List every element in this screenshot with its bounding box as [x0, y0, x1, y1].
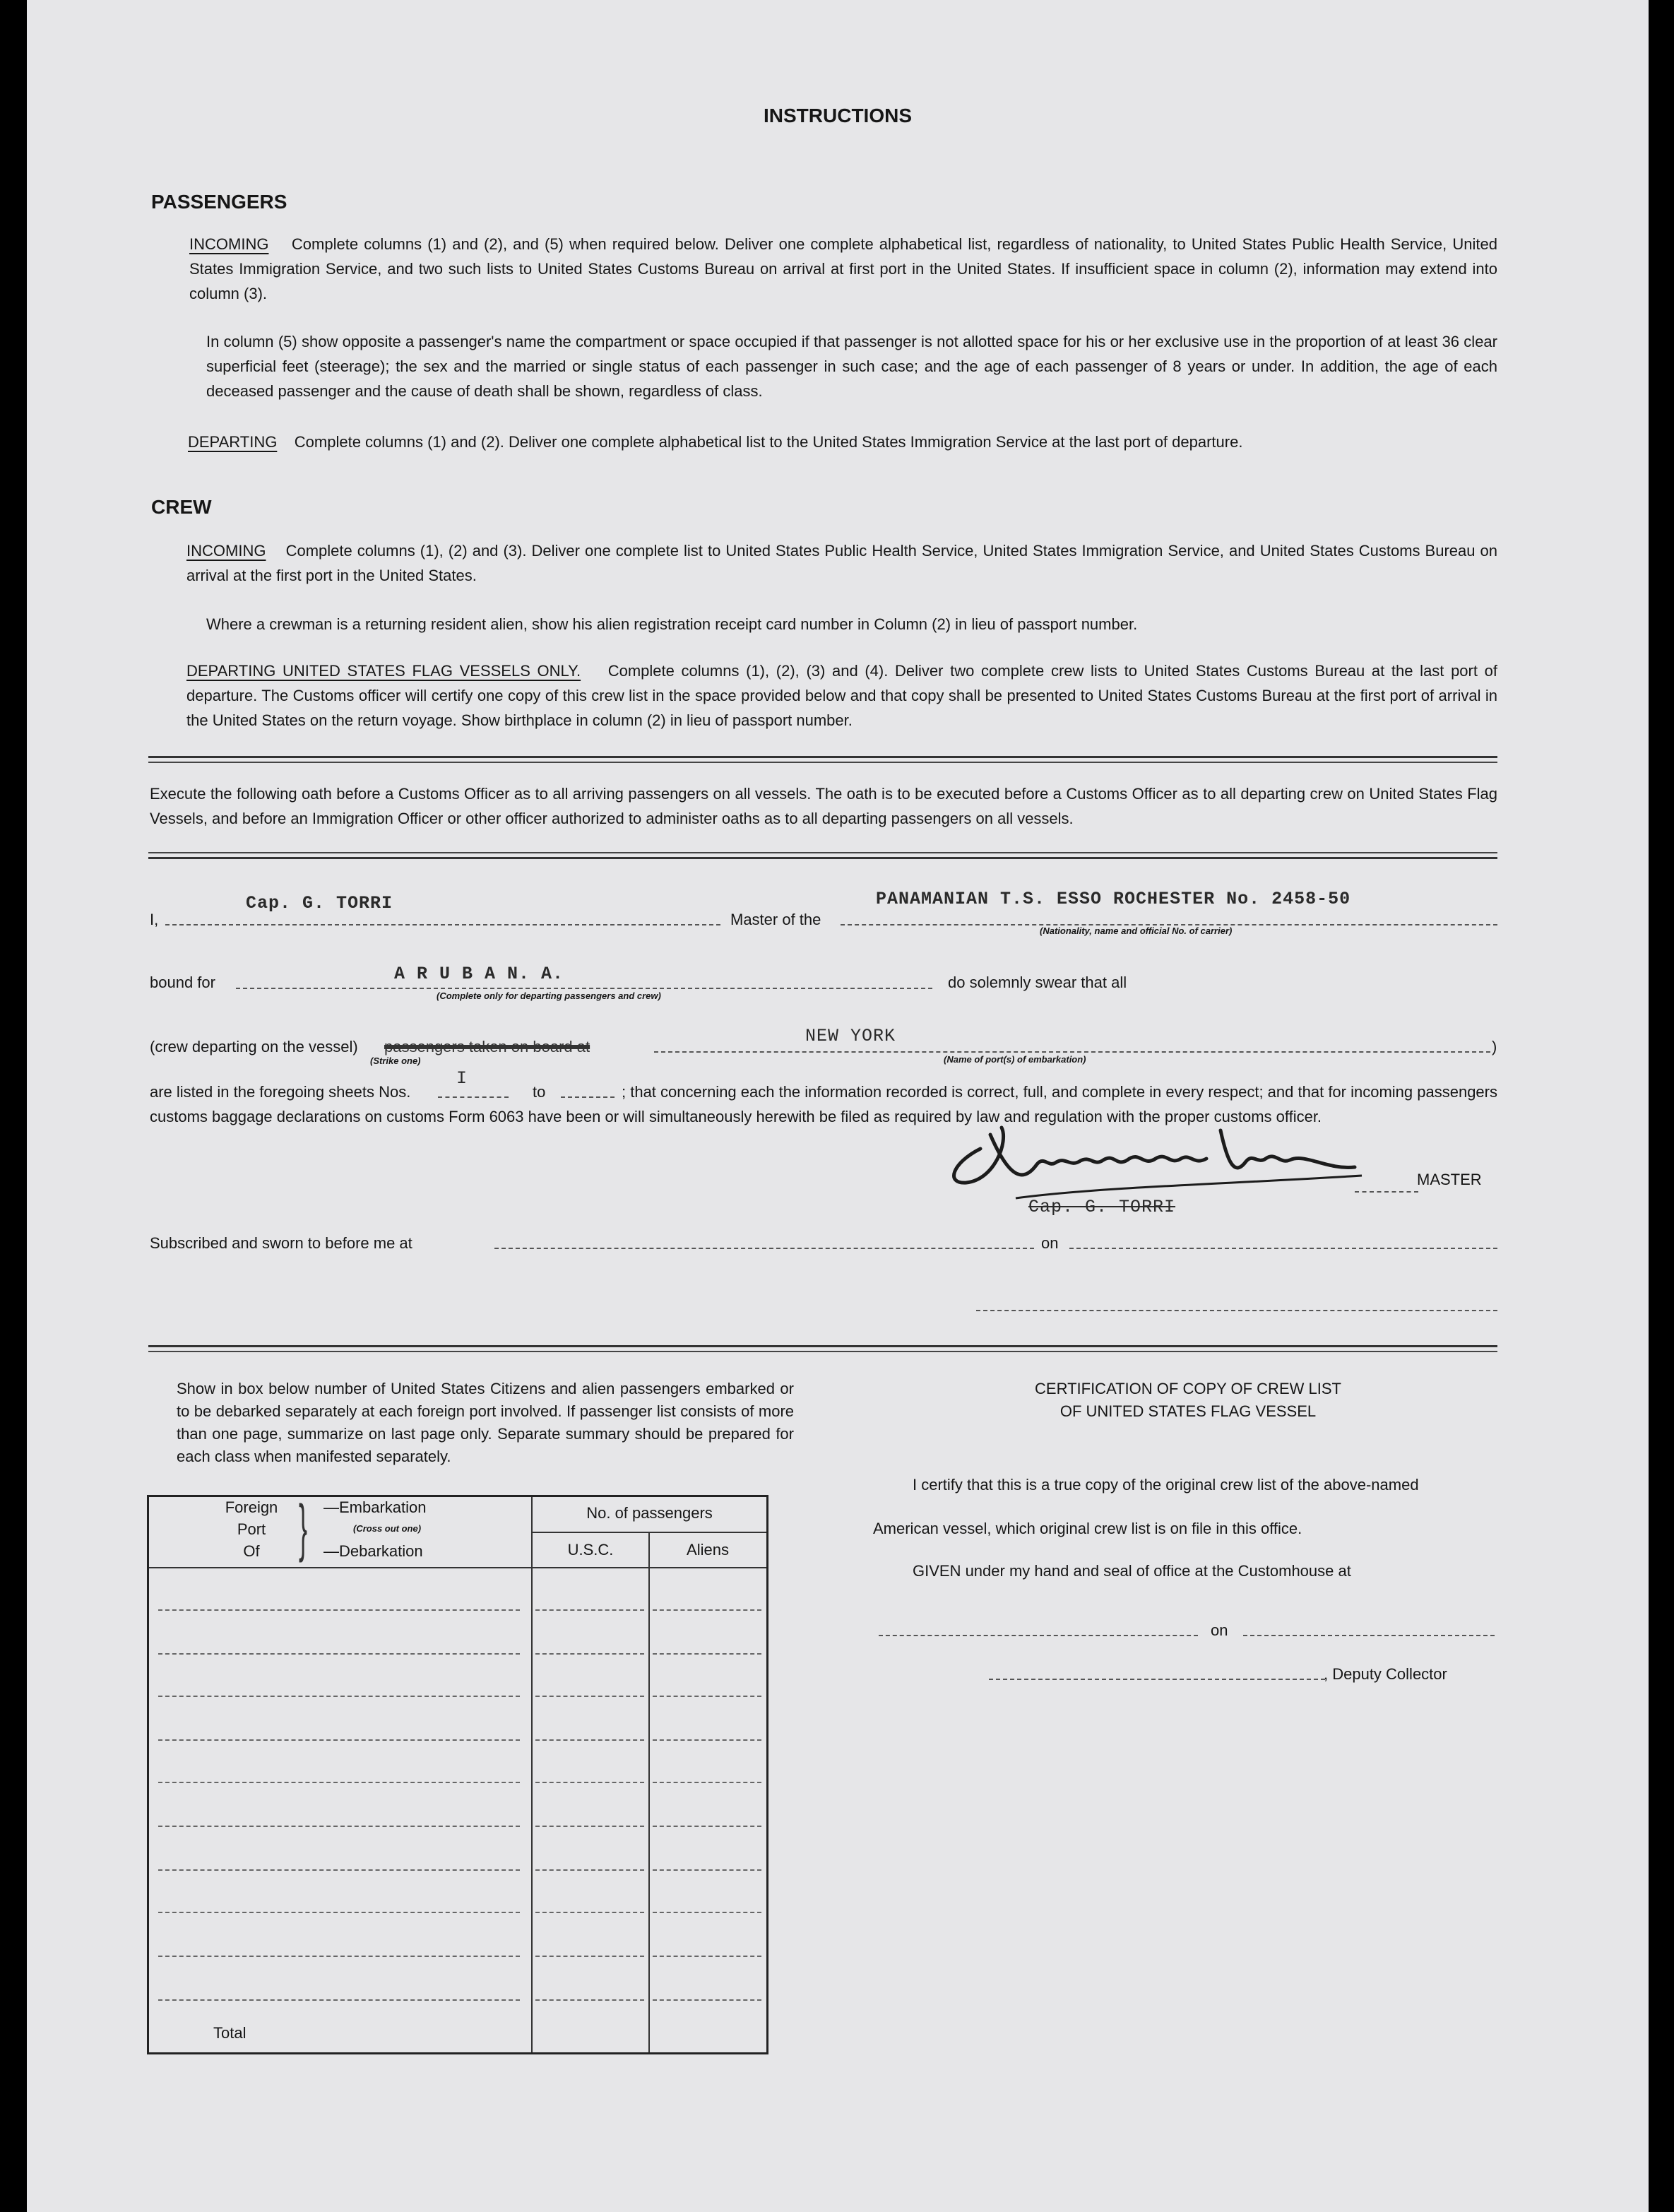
customhouse-line[interactable] [879, 1635, 1198, 1636]
table-row-line[interactable] [535, 1696, 644, 1697]
foreign-word: Foreign [225, 1498, 278, 1516]
to-label: to [533, 1083, 546, 1101]
table-row-line[interactable] [535, 1653, 644, 1655]
divider [148, 852, 1497, 853]
table-row-line[interactable] [535, 1826, 644, 1827]
deputy-collector-line[interactable] [989, 1679, 1325, 1680]
subscribed-place-line[interactable] [494, 1248, 1034, 1249]
table-row-line[interactable] [158, 1912, 520, 1913]
summary-instructions: Show in box below number of United States Citizens and alien passengers embarked or to be debarked separately at each foreign port involved. If passenger list consists of more than one page, summarize on last page only. Separate summary should be prepared for each class when manifested separately. [177, 1380, 794, 1465]
passengers-heading: PASSENGERS [151, 191, 287, 213]
struck-passengers-option: passengers taken on board at [384, 1038, 590, 1055]
table-row-line[interactable] [158, 1653, 520, 1655]
table-row-line[interactable] [158, 1999, 520, 2001]
crew-departing-paragraph [186, 658, 1497, 733]
crew-incoming-paragraph [186, 538, 1497, 588]
passengers-column5-paragraph: In column (5) show opposite a passenger's name the compartment or space occupied if that passenger is not allotted space for his or her exclusive use in the proportion of at least 36 clear superficial feet (steerage); the sex and the married or single status of each passenger in such case; and the age of each passenger of 8 years or under. In addition, the age of each deceased passenger and the cause of death shall be shown, regardless of class. [206, 333, 1497, 400]
port-line [654, 1051, 1490, 1053]
table-row-line[interactable] [535, 1869, 644, 1871]
table-row-line[interactable] [535, 1782, 644, 1783]
certification-line3: GIVEN under my hand and seal of office at the Customhouse at [913, 1562, 1351, 1580]
master-name-field[interactable]: Cap. G. TORRI [246, 893, 393, 913]
divider [148, 762, 1497, 763]
table-row-line[interactable] [653, 1653, 761, 1655]
table-row-line[interactable] [653, 1869, 761, 1871]
passengers-departing-paragraph [188, 430, 1497, 454]
master-name-line [165, 924, 720, 925]
table-row-line[interactable] [158, 1869, 520, 1871]
page-title: INSTRUCTIONS [764, 105, 912, 126]
crew-incoming-label: INCOMING [186, 542, 266, 560]
divider [148, 857, 1497, 859]
vessel-field[interactable]: PANAMANIAN T.S. ESSO ROCHESTER No. 2458-50 [876, 889, 1351, 909]
table-row-line[interactable] [535, 1912, 644, 1913]
no-of-passengers-header: No. of passengers [586, 1504, 713, 1522]
brace-icon: } [299, 1493, 308, 1563]
crew-incoming-text: Complete columns (1), (2) and (3). Deliver one complete list to United States Public Health Service, United States Immigration Service, and United States Customs Bureau on arrival at the first port in the United States. [186, 542, 1498, 584]
table-row-line[interactable] [653, 1739, 761, 1741]
certification-title-line1: CERTIFICATION OF COPY OF CREW LIST [1035, 1380, 1341, 1397]
of-word: Of [243, 1542, 260, 1560]
signer-typed-name: Cap. G. TORRI [1028, 1197, 1176, 1217]
table-row-line[interactable] [535, 1999, 644, 2001]
table-row-line[interactable] [158, 1956, 520, 1957]
usc-header: U.S.C. [567, 1541, 614, 1559]
table-row-line[interactable] [158, 1609, 520, 1611]
crew-departing-label: DEPARTING UNITED STATES FLAG VESSELS ONLY. [186, 662, 581, 680]
close-paren: ) [1492, 1038, 1497, 1055]
table-header-divider [533, 1532, 766, 1533]
table-row-line[interactable] [158, 1696, 520, 1697]
divider [148, 1345, 1497, 1347]
port-caption: (Name of port(s) of embarkation) [944, 1054, 1086, 1065]
aliens-header: Aliens [687, 1541, 729, 1559]
sheet-from-field[interactable]: I [456, 1068, 468, 1089]
table-row-line[interactable] [535, 1956, 644, 1957]
table-row-line[interactable] [535, 1609, 644, 1611]
certification-line2: American vessel, which original crew list is on file in this office. [873, 1520, 1302, 1537]
passengers-departing-text: Complete columns (1) and (2). Deliver one complete alphabetical list to the United States Immigration Service at the last port of departure. [294, 433, 1243, 451]
certification-date-line[interactable] [1243, 1635, 1495, 1636]
table-row-line[interactable] [653, 1696, 761, 1697]
deputy-collector-label: , Deputy Collector [1324, 1665, 1447, 1683]
table-header-bottom [149, 1567, 766, 1568]
table-row-line[interactable] [653, 1956, 761, 1957]
divider [148, 1351, 1497, 1352]
oath-intro: Execute the following oath before a Customs Officer as to all arriving passengers on all vessels. The oath is to be executed before a Customs Officer as to all departing crew on United States Flag Vessels, and before an Immigration Officer or other officer authorized to administer oaths as to all departing passengers on all vessels. [150, 785, 1497, 827]
certification-line1: I certify that this is a true copy of the original crew list of the above-named [913, 1476, 1419, 1494]
signature-line [1355, 1191, 1418, 1193]
port-field[interactable]: NEW YORK [805, 1026, 896, 1046]
passengers-departing-label: DEPARTING [188, 433, 278, 451]
table-row-line[interactable] [158, 1826, 520, 1827]
subscribed-date-line[interactable] [1069, 1248, 1497, 1249]
destination-line [236, 988, 932, 989]
embarkation-label: —Embarkation [323, 1498, 427, 1516]
passengers-incoming-paragraph [189, 232, 1497, 306]
strike-caption: (Strike one) [370, 1055, 421, 1066]
table-row-line[interactable] [653, 1826, 761, 1827]
crew-heading: CREW [151, 496, 212, 518]
crew-departing-label: (crew departing on the vessel) [150, 1038, 358, 1055]
table-row-line[interactable] [535, 1739, 644, 1741]
bound-caption: (Complete only for departing passengers and crew) [437, 990, 661, 1001]
foreign-port-of-header [216, 1496, 287, 1562]
subscribed-on-label: on [1041, 1234, 1059, 1252]
divider [148, 756, 1497, 758]
passengers-incoming-text: Complete columns (1) and (2), and (5) when required below. Deliver one complete alphabetical list, regardless of nationality, to United States Public Health Service, United States Immigration Service, and two such lists to United States Customs Bureau on arrival at first port in the United States. If insufficient space in column (2), information may extend into column (3). [189, 235, 1497, 302]
table-row-line[interactable] [653, 1609, 761, 1611]
table-column-divider [648, 1533, 650, 2052]
crew-resident-paragraph: Where a crewman is a returning resident alien, show his alien registration receipt card number in Column (2) in lieu of passport number. [206, 615, 1138, 633]
swear-label: do solemnly swear that all [948, 974, 1127, 991]
table-row-line[interactable] [653, 1912, 761, 1913]
table-row-line[interactable] [653, 1999, 761, 2001]
cross-out-caption: (Cross out one) [353, 1523, 422, 1534]
table-row-line[interactable] [158, 1739, 520, 1741]
certification-on-label: on [1211, 1621, 1228, 1639]
subscribed-label: Subscribed and sworn to before me at [150, 1234, 412, 1252]
total-label: Total [213, 2024, 247, 2042]
master-label: MASTER [1417, 1171, 1482, 1188]
table-row-line[interactable] [158, 1782, 520, 1783]
passengers-incoming-label: INCOMING [189, 235, 269, 253]
port-word: Port [237, 1520, 266, 1538]
i-label: I, [150, 911, 159, 928]
table-row-line[interactable] [653, 1782, 761, 1783]
bound-for-label: bound for [150, 974, 215, 991]
crew-departing-text: Complete columns (1), (2), (3) and (4). Deliver two complete crew lists to United States Customs Bureau at the last port of departure. The Customs officer will certify one copy of this crew list in the space provided below and that copy shall be presented to United States Customs Bureau at the first port of arrival in the United States on the return voyage. Show birthplace in column (2) in lieu of passport number. [186, 662, 1497, 729]
passenger-summary-table [147, 1495, 768, 2054]
table-column-divider [531, 1497, 533, 2052]
certification-title-line2: OF UNITED STATES FLAG VESSEL [1059, 1402, 1317, 1420]
concerning-text: ; that concerning each the information recorded is correct, full, and complete in every respect; and that for incoming passengers customs baggage declarations on customs Form 6063 have been or will simultaneously herewith be filed as required by law and regulation with the proper customs officer. [150, 1083, 1497, 1125]
certification-title [856, 1378, 1520, 1423]
sheets-label: are listed in the foregoing sheets Nos. [150, 1083, 411, 1101]
destination-field[interactable]: A R U B A N. A. [394, 964, 564, 984]
form-page [27, 0, 1649, 2212]
master-of-label: Master of the [730, 911, 821, 928]
vessel-caption: (Nationality, name and official No. of carrier) [1040, 925, 1233, 936]
debarkation-label: —Debarkation [323, 1542, 423, 1560]
officer-signature-line[interactable] [976, 1310, 1497, 1311]
